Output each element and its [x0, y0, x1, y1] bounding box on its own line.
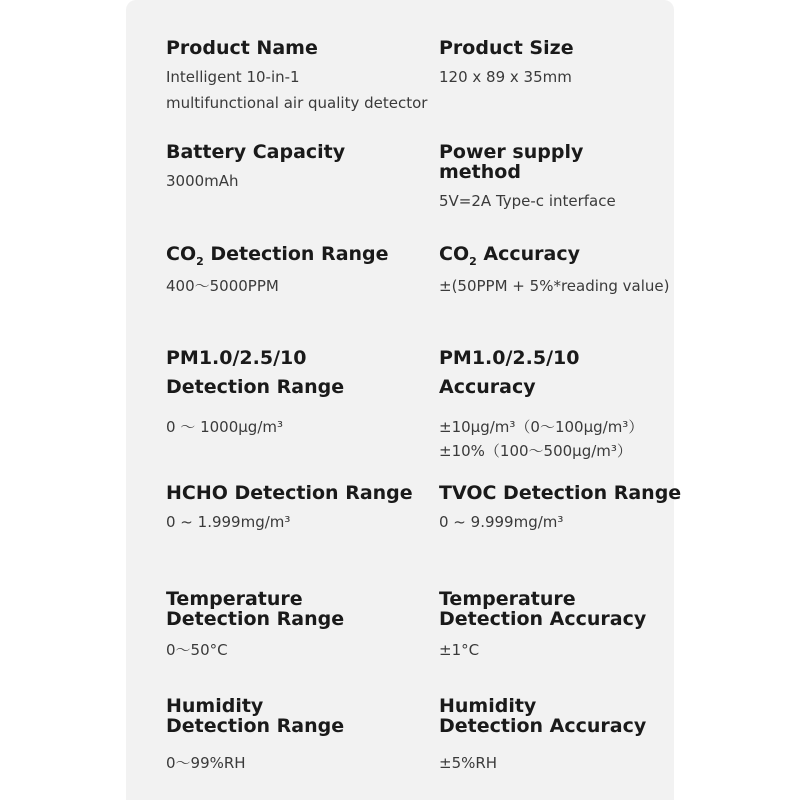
spec-temp-range — [166, 589, 436, 663]
spec-hcho-range — [166, 483, 436, 535]
spec-temp-accuracy — [439, 589, 709, 663]
spec-label: Product Name — [166, 37, 318, 59]
spec-value: 400～5000PPM — [166, 277, 279, 295]
spec-label: Battery Capacity — [166, 141, 346, 163]
spec-label: Humidity — [439, 695, 537, 717]
spec-product-size — [439, 38, 709, 90]
spec-value: Intelligent 10-in-1 — [166, 68, 300, 86]
spec-label: $CO_2$ Accuracy — [439, 243, 580, 268]
spec-label: Product Size — [439, 37, 574, 59]
spec-value: 120 x 89 x 35mm — [439, 68, 572, 86]
spec-tvoc-range — [439, 483, 709, 535]
spec-label: method — [439, 161, 521, 183]
spec-label: Detection Accuracy — [439, 608, 647, 630]
spec-label: Detection Range — [166, 608, 345, 630]
spec-label: PM1.0/2.5/10 — [439, 347, 580, 369]
spec-value: ±10μg/m³（0～100μg/m³） — [439, 418, 644, 436]
spec-label: Accuracy — [439, 376, 536, 398]
spec-humidity-range — [166, 696, 436, 776]
spec-label: Power supply — [439, 141, 584, 163]
spec-value: ±(50PPM + 5%*reading value) — [439, 277, 670, 295]
spec-label: Temperature — [439, 588, 576, 610]
spec-label: $CO_2$ Detection Range — [166, 243, 389, 268]
spec-value: ±1°C — [439, 641, 480, 659]
spec-battery-capacity — [166, 142, 436, 194]
spec-value: 0～50°C — [166, 641, 228, 659]
spec-label: Detection Range — [166, 715, 345, 737]
spec-value: 0 ～ 1000μg/m³ — [166, 418, 283, 436]
spec-value: 0 ~ 1.999mg/m³ — [166, 513, 291, 531]
spec-value: ±5%RH — [439, 754, 498, 772]
spec-value: 0 ~ 9.999mg/m³ — [439, 513, 564, 531]
spec-value: ±10%（100～500μg/m³） — [439, 442, 632, 460]
spec-co2-accuracy — [439, 244, 709, 299]
spec-label: Humidity — [166, 695, 264, 717]
spec-label: HCHO Detection Range — [166, 482, 413, 504]
spec-value: 3000mAh — [166, 172, 239, 190]
spec-co2-range — [166, 244, 436, 299]
spec-value: multifunctional air quality detector — [166, 94, 428, 112]
spec-label: Detection Range — [166, 376, 345, 398]
spec-pm-range — [166, 344, 436, 440]
spec-value: 5V=2A Type-c interface — [439, 192, 616, 210]
spec-label: Temperature — [166, 588, 303, 610]
spec-label: PM1.0/2.5/10 — [166, 347, 307, 369]
spec-label: TVOC Detection Range — [439, 482, 682, 504]
spec-pm-accuracy — [439, 344, 709, 464]
spec-humidity-accuracy — [439, 696, 709, 776]
spec-power-supply — [439, 142, 709, 214]
spec-product-name — [166, 38, 436, 116]
spec-label: Detection Accuracy — [439, 715, 647, 737]
spec-value: 0～99%RH — [166, 754, 246, 772]
